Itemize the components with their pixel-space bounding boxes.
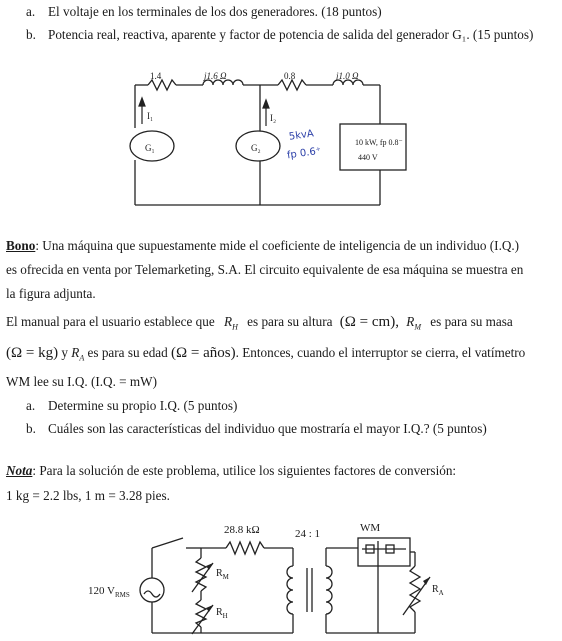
- item-a-letter: a.: [26, 4, 36, 19]
- bono-title: Bono: [6, 238, 36, 253]
- load-line-2: 440 V: [358, 153, 378, 162]
- nota-line-1: [6, 463, 456, 479]
- resistor-rh: [196, 600, 206, 627]
- label-i1: I₁: [147, 111, 154, 121]
- nota-label: Nota: [6, 463, 33, 478]
- rm-symbol: $R_M$: [406, 314, 421, 332]
- bono-item-a: [26, 398, 237, 414]
- label-rm: $R_M$: [216, 568, 229, 581]
- item-a: [26, 4, 382, 20]
- bono-item-a-text: Determine su propio I.Q. (5 puntos): [48, 398, 238, 413]
- bono-switch-text: . Entonces, cuando el interruptor se cierra, el vatímetro: [235, 345, 526, 360]
- label-x1: j1.6 Ω: [204, 71, 227, 81]
- unit-cm: (Ω = cm),: [339, 314, 399, 330]
- label-x2: j1.0 Ω: [336, 71, 359, 81]
- bono-line-6: WM lee su I.Q. (I.Q. = mW): [6, 374, 157, 389]
- label-g1: G₁: [145, 143, 155, 153]
- ra-symbol: $R_A$: [71, 345, 85, 363]
- bono-text-1: : Una máquina que supuestamente mide el coeficiente de inteligencia de un individuo (I.Q.): [35, 238, 520, 253]
- load-line-1: 10 kW, fp 0.8⁻: [355, 138, 403, 147]
- item-b-letter: b.: [26, 27, 36, 42]
- nota-factors: 1 kg = 2.2 lbs, 1 m = 3.28 pies.: [6, 488, 170, 503]
- transformer-secondary: [326, 566, 332, 614]
- label-i2: I₂: [270, 113, 277, 123]
- resistor-ra: [410, 566, 420, 612]
- handwritten-kva: 5kvA: [288, 128, 315, 143]
- wattmeter-box: [358, 538, 410, 566]
- item-b: [26, 27, 533, 43]
- handwritten-fp: fp 0.6⁺: [286, 145, 322, 162]
- bono-and: y: [61, 345, 68, 360]
- label-source: 120 $V_{RMS}$: [88, 585, 130, 600]
- label-rh: $R_H$: [216, 607, 228, 620]
- rh-symbol: $R_H$: [224, 314, 238, 332]
- resistor-rm: [196, 558, 206, 591]
- item-b-text: Potencia real, reactiva, aparente y factor de potencia de salida del generador G₁. (15 puntos): [48, 27, 534, 42]
- bono-line-4: [6, 314, 513, 336]
- label-r2: 0.8: [284, 71, 296, 81]
- bono-age-text: es para su edad: [87, 345, 168, 360]
- label-r1: 1.4: [150, 71, 162, 81]
- label-ra: $R_A$: [432, 584, 444, 597]
- bono-item-b-text: Cuáles son las características del individuo que mostraría el mayor I.Q.? (5 puntos): [48, 421, 487, 436]
- label-g2: G₂: [251, 143, 261, 153]
- nota-text: : Para la solución de este problema, utilice los siguientes factores de conversión:: [32, 463, 457, 478]
- transformer-primary: [287, 566, 293, 614]
- label-wm: WM: [360, 522, 381, 534]
- unit-kg: (Ω = kg): [6, 345, 59, 361]
- bono-line-2: es ofrecida en venta por Telemarketing, S.A. El circuito equivalente de esa máquina se muestra en: [6, 262, 524, 277]
- bono-line-1: [6, 238, 519, 254]
- unit-years: (Ω = años): [171, 345, 236, 361]
- bono-line-3: la figura adjunta.: [6, 286, 96, 301]
- bono-item-b: [26, 421, 487, 437]
- bono-manual-text: El manual para el usuario establece que: [6, 314, 215, 329]
- bono-item-a-letter: a.: [26, 398, 36, 413]
- label-ratio: 24 : 1: [295, 528, 321, 540]
- label-28-8k: 28.8 kΩ: [224, 524, 260, 536]
- switch: [152, 538, 183, 548]
- item-a-text: El voltaje en los terminales de los dos generadores. (18 puntos): [48, 4, 382, 19]
- bono-mass-text: es para su masa: [430, 314, 513, 329]
- bono-height-text: es para su altura: [247, 314, 333, 329]
- bono-item-b-letter: b.: [26, 421, 36, 436]
- bono-line-5: [6, 345, 525, 367]
- ac-source: [140, 578, 164, 602]
- resistor-28-8k: [226, 542, 264, 554]
